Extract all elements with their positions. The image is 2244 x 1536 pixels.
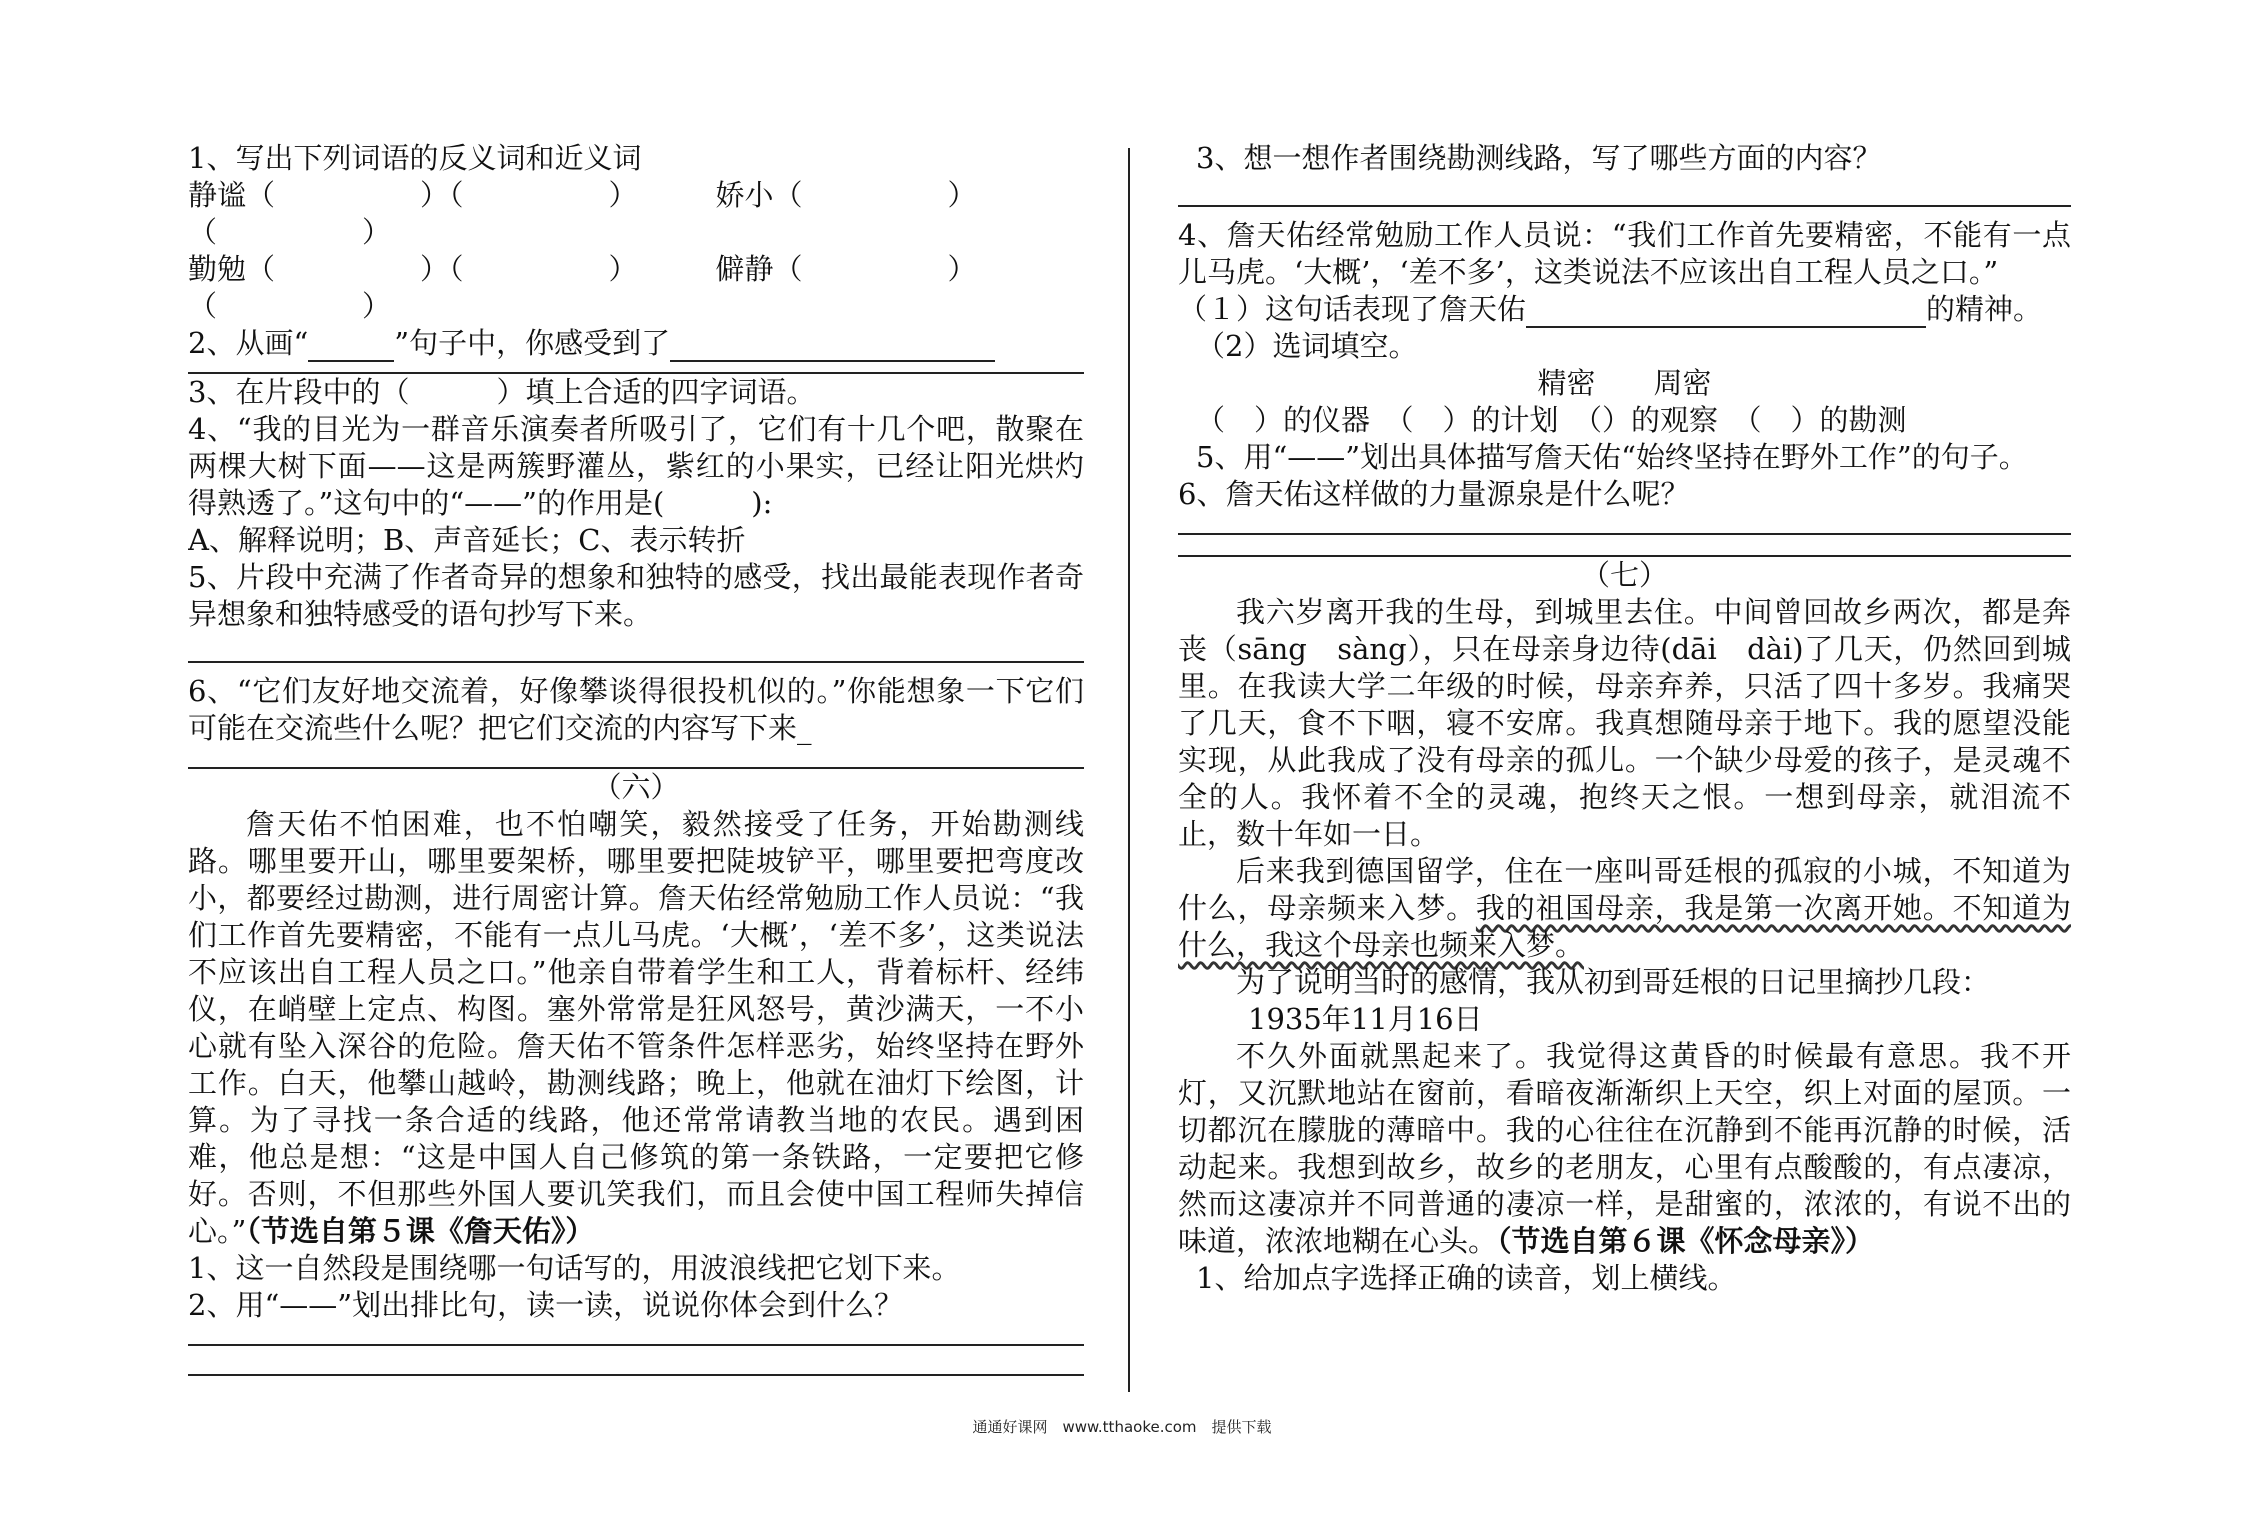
q4-1-blank[interactable]	[1526, 296, 1926, 328]
q5: 5、片段中充满了作者奇异的想象和独特的感受，找出最能表现作者奇异想象和独特感受的语句抄写下来。	[188, 560, 1084, 631]
left-column	[188, 140, 1084, 1376]
right-column	[1178, 140, 2071, 1297]
passage-source: （节选自第５课《詹天佑》）	[246, 1214, 595, 1248]
answer-line[interactable]	[188, 1374, 1084, 1376]
q1-row2	[188, 251, 1084, 288]
s6-q2: 2、用“——”划出排比句，读一读，说说你体会到什么？	[188, 1288, 904, 1322]
passage-p4	[1178, 1038, 2071, 1260]
passage-p1: 我六岁离开我的生母，到城里去住。中间曾回故乡两次，都是奔丧（sāng sàng），只在母亲身边待(dāi dài)了几天，仍然回到城里。在我读大学二年级的时候，母亲弃养，只活了四十多岁。我痛哭了几天，食不下咽，寝不安席。我真想随母亲于地下。我的愿望没能实现，从此我成了没有母亲的孤儿。一个缺少母爱的孩子，是灵魂不全的人。我怀着不全的灵魂，抱终天之恨。一想到母亲，就泪流不止，数十年如一日。	[1178, 595, 2071, 851]
q2-prefix: 2、从画“	[188, 326, 309, 360]
q1-row1	[188, 177, 1084, 214]
q1-word-qinmian: 勤勉（ ）（ ）	[188, 252, 638, 286]
q4: 4、“我的目光为一群音乐演奏者所吸引了，它们有十几个吧，散聚在两棵大树下面——这是两簇野灌丛，紫红的小果实，已经让阳光烘灼得熟透了。”这句中的“——”的作用是( ):	[188, 412, 1084, 520]
q2-middle: ”句子中，你感受到了	[394, 326, 671, 360]
section-6-heading: （六）	[592, 770, 680, 804]
section-7-heading: （七）	[1580, 558, 1668, 592]
s6-q3: 3、想一想作者围绕勘测线路，写了哪些方面的内容？	[1196, 141, 1882, 175]
q2-answer-line[interactable]	[670, 330, 995, 362]
q6: 6、“它们友好地交流着，好像攀谈得很投机似的。”你能想象一下它们可能在交流些什么呢？把它们交流的内容写下来_	[188, 674, 1084, 745]
footer: 通通好课网 www.tthaoke.com 提供下载	[972, 1418, 1272, 1436]
q1-word-jingmi: 静谧（ ）（ ）	[188, 178, 638, 212]
passage-text: 詹天佑不怕困难，也不怕嘲笑，毅然接受了任务，开始勘测线路。哪里要开山，哪里要架桥，哪里要把陡坡铲平，哪里要把弯度改小，都要经过勘测，进行周密计算。詹天佑经常勉励工作人员说：“我们工作首先要精密，不能有一点儿马虎。‘大概’，‘差不多’，这类说法不应该出自工程人员之口。”他亲自带着学生和工人，背着标杆、经纬仪，在峭壁上定点、构图。塞外常常是狂风怒号，黄沙满天，一不小心就有坠入深谷的危险。詹天佑不管条件怎样恶劣，始终坚持在野外工作。白天，他攀山越岭，勘测线路；晚上，他就在油灯下绘图，计算。为了寻找一条合适的线路，他还常常请教当地的农民。遇到困难，他总是想：“这是中国人自己修筑的第一条铁路，一定要把它修好。否则，不但那些外国人要讥笑我们，而且会使中国工程师失掉信心。”	[188, 807, 1084, 1248]
q4-options: A、解释说明；B、声音延长；C、表示转折	[188, 523, 746, 557]
q4-1-suffix: 的精神。	[1926, 292, 2043, 326]
s6-q4-2: （2）选词填空。	[1196, 329, 1418, 363]
q1-title: 1、写出下列词语的反义词和近义词	[188, 141, 642, 175]
passage-source: （节选自第６课《怀念母亲》）	[1497, 1224, 1875, 1258]
q2-blank[interactable]	[308, 330, 394, 362]
passage-p2	[1178, 853, 2071, 964]
q1-row2-cont: （ ）	[188, 289, 392, 323]
s6-q1: 1、这一自然段是围绕哪一句话写的，用波浪线把它划下来。	[188, 1251, 961, 1285]
q4-1-prefix: （１）这句话表现了詹天佑	[1178, 292, 1527, 326]
diary-date: 1935年11月16日	[1248, 1002, 1483, 1036]
q3: 3、在片段中的（ ）填上合适的四字词语。	[188, 375, 816, 409]
s6-q6: 6、詹天佑这样做的力量源泉是什么呢？	[1178, 477, 1690, 511]
s6-q5: 5、用“——”划出具体描写詹天佑“始终坚持在野外工作”的句子。	[1196, 440, 2028, 474]
q2	[188, 325, 1084, 362]
q1-word-jiaoxiao: 娇小（ ）	[715, 178, 977, 212]
s6-q4: 4、詹天佑经常勉励工作人员说：“我们工作首先要精密，不能有一点儿马虎。‘大概’，‘差不多’，这类说法不应该出自工程人员之口。”	[1178, 218, 2071, 289]
p2-text: 后来我到德国留学，住在一座叫哥廷根的孤寂的小城，不知道为什么，母亲频来入梦。	[1178, 854, 2071, 925]
fill-blanks: （ ）的仪器 （ ）的计划 （）的观察 （ ）的勘测	[1196, 403, 1907, 437]
p4-text: 不久外面就黑起来了。我觉得这黄昏的时候最有意思。我不开灯，又沉默地站在窗前，看暗夜渐渐织上天空，织上对面的屋顶。一切都沉在朦胧的薄暗中。我的心往往在沉静到不能再沉静的时候，活动起来。我想到故乡，故乡的老朋友，心里有点酸酸的，有点凄凉，然而这凄凉并不同普通的凄凉一样，是甜蜜的，浓浓的，有说不出的味道，浓浓地糊在心头。	[1178, 1039, 2071, 1258]
passage-p3: 为了说明当时的感情，我从初到哥廷根的日记里摘抄几段：	[1236, 965, 1991, 999]
q1-word-pijing: 僻静（ ）	[715, 252, 977, 286]
p2-wavy-sentence: 我的祖国母亲，我是第一次离开她。不知道为什么，我这个母亲也频来入梦。	[1178, 891, 2071, 962]
passage-zhan-tianyou	[188, 806, 1084, 1250]
column-divider	[1128, 148, 1130, 1392]
s6-q4-1	[1178, 291, 2071, 328]
word-choices: 精密 周密	[1537, 366, 1712, 400]
q1-row1-cont: （ ）	[188, 215, 392, 249]
s7-q1: 1、给加点字选择正确的读音，划上横线。	[1196, 1261, 1737, 1295]
